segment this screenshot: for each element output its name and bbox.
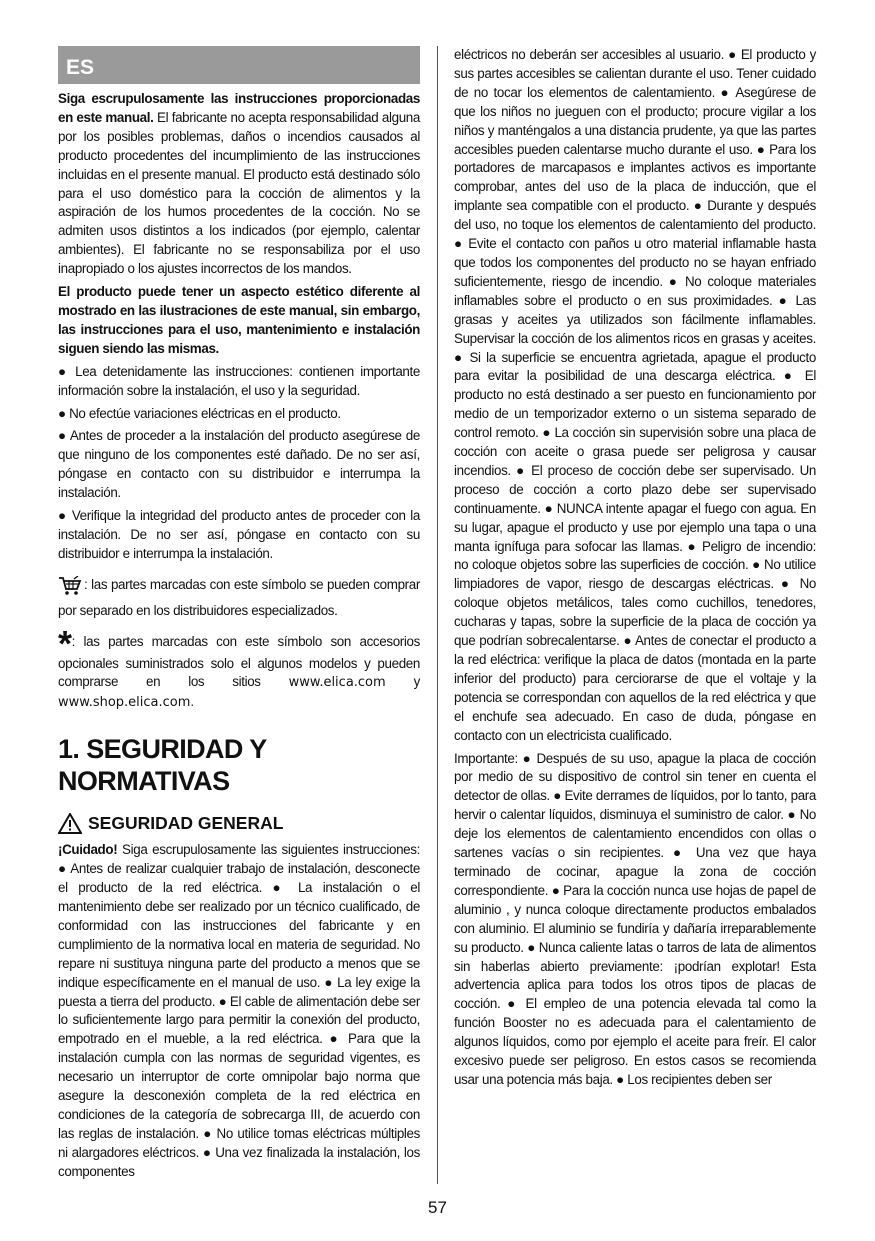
caution-text: Siga escrupulosamente las siguientes instrucciones: ● Antes de realizar cualquier trabajo de instalación, desconecte el producto de la red eléctrica. ● La instalación o el mantenimiento debe ser realizado por un técnico cualificado, de conformidad con las instrucciones del fabricante y en cumplimiento de la normativa local en materia de seguridad. No repare ni sustituya ninguna parte del producto a menos que se indique específicamente en el manual de uso. ● La ley exige la puesta a tierra del producto. ● El cable de alimentación debe ser lo suficientemente largo para permitir la conexión del producto, empotrado en el mueble, a la red eléctrica. ● Para que la instalación cumpla con las normas de seguridad vigentes, es necesario un interruptor de corte omnipolar bajo norma que asegure la desconexión completa de la red eléctrica en condiciones de la categoría de sobrecarga III, de acuerdo con las reglas de instalación. ● No utilice tomas eléctricas múltiples ni alargadores eléctricos. ● Una vez finalizada la instalación, los componentes [58,842,420,1179]
intro-bullet-4: ● Verifique la integridad del producto antes de proceder con la instalación. De no ser así, póngase en contacto con su distribuidor e interrumpa la instalación. [58,508,420,561]
asterisk-note-text: : las partes marcadas con este símbolo son accesorios opcionales suministrados solo el algunos modelos y pueden comprarse en los sitios [58,633,420,690]
language-tag: ES [58,46,420,84]
left-column [58,46,420,1186]
intro-bold-1: Siga escrupulosamente las instrucciones proporcionadas en este manual. [58,91,420,125]
section-subtitle [58,811,420,835]
right-column [454,46,816,1094]
intro-bullet-2: ● No efectúe variaciones eléctricas en el producto. [58,405,341,421]
intro-paragraph-1 [58,90,420,279]
asterisk-icon: * [58,622,72,664]
elica-url: www.elica.com [288,675,386,691]
section-title: 1. SEGURIDAD Y NORMATIVAS [58,734,267,797]
intro-bold-2: El producto puede tener un aspecto estético diferente al mostrado en las ilustraciones de este manual, sin embargo, las instrucciones para el uso, mantenimiento e instalación siguen siendo las mismas. [58,284,420,356]
subtitle-text: SEGURIDAD GENERAL [88,813,284,834]
url-conjunction: y [385,674,420,690]
url-end: . [190,694,194,710]
intro-bullet-1: ● Lea detenidamente las instrucciones: contienen importante información sobre la instalación, el uso y la seguridad. [58,363,420,398]
right-paragraph-1: eléctricos no deberán ser accesibles al usuario. ● El producto y sus partes accesibles se calientan durante el uso. Tener cuidado de no tocar los elementos de calentamiento. ● Asegúrese de que los niños no jueguen con el producto; procure vigilar a los niños y manténgalos a una distancia prudente, ya que las partes accesibles pueden calentarse mucho durante el uso. ● Para los portadores de marcapasos e implantes activos es importante comprobar, antes del uso de la placa de inducción, que el implante sea compatible con el producto. ● Durante y después del uso, no toque los elementos de calentamiento del producto. ● Evite el contacto con paños u otro material inflamable hasta que todos los componentes del producto no se hayan enfriado suficientemente, riesgo de incendio. ● No coloque materiales inflamables sobre el producto o en sus proximidades. ● Las grasas y aceites ya utilizados son fácilmente inflamables. Supervisar la cocción de los alimentos ricos en grasas y aceites. ● Si la superficie se encuentra agrietada, apague el producto para evitar la posibilidad de una descarga eléctrica. ● El producto no está destinado a ser puesto en funcionamiento por medio de un temporizador externo o un sistema separado de control remoto. ● La cocción sin supervisión sobre una placa de cocción con aceite o grasa puede ser peligrosa y causar incendios. ● El proceso de cocción debe ser supervisado. Un proceso de cocción a corto plazo debe ser supervisado continuamente. ● NUNCA intente apagar el fuego con agua. En su lugar, apague el producto y use por ejemplo una tapa o una manta ignífuga para sofocar las llamas. ● Peligro de incendio: no coloque objetos sobre las superficies de cocción. ● No utilice limpiadores de vapor, riesgo de descargas eléctricas. ● No coloque objetos metálicos, tales como cuchillos, tenedores, cucharas y tapas, sobre la superficie de la placa de cocción ya que podrían sobrecalentarse. ● Antes de conectar el producto a la red eléctrica: verifique la placa de datos (montada en la parte inferior del producto) para cerciorarse de que el voltaje y la potencia se correspondan con aquellos de la red eléctrica y que el enchufe sea adecuado. En caso de duda, póngase en contacto con un electricista cualificado. [454,47,816,743]
intro-paragraph-2 [58,283,420,359]
column-divider [437,46,438,1184]
shop-elica-url: www.shop.elica.com [58,695,191,711]
caution-paragraph [58,841,420,1181]
intro-text-1: El fabricante no acepta responsabilidad alguna por los posibles problemas, daños o incendios causados al producto procedentes del incumplimiento de las instrucciones incluidas en el presente manual. El producto está destinado sólo para el uso doméstico para la cocción de alimentos y la aspiración de los humos procedentes de la cocción. No se admiten usos distintos a los indicados (por ejemplo, calentar ambientes). El fabricante no se responsabiliza por el uso inapropiado o los ajustes incorrectos de los mandos. [58,109,420,277]
page-number: 57 [428,1198,447,1217]
asterisk-symbol-note [58,622,420,714]
cart-symbol-note [58,576,420,621]
intro-bullet-3: ● Antes de proceder a la instalación del producto asegúrese de que ninguno de los componentes esté dañado. De no ser así, póngase en contacto con su distribuidor e interrumpa la instalación. [58,428,420,501]
cart-note-text: : las partes marcadas con este símbolo se pueden comprar por separado en los distribuidores especializados. [58,576,420,618]
right-paragraph-2: Importante: ● Después de su uso, apague la placa de cocción por medio de su dispositivo de control sin tener en cuenta el detector de ollas. ● Evite derrames de líquidos, por lo tanto, para hervir o calentar líquidos, disminuya el suministro de calor. ● No deje los elementos de calentamiento encendidos con ollas o sartenes vacías o sin recipientes. ● Una vez que haya terminado de cocinar, apague la zona de cocción correspondiente. ● Para la cocción nunca use hojas de papel de aluminio , y nunca coloque directamente productos embalados con aluminio. El aluminio se fundiría y dañaría irreparablemente su producto. ● Nunca caliente latas o tarros de lata de alimentos sin haberlas abierto previamente: ¡podrían explotar! Esta advertencia aplica para todos los otros tipos de placas de cocción. ● El empleo de una potencia elevada tal como la función Booster no es adecuada para el calentamiento de algunos líquidos, como por ejemplo el aceite para freír. El calor excesivo puede ser peligroso. En estos casos se recomienda usar una potencia más baja. ● Los recipientes deben ser [454,750,816,1087]
caution-label: ¡Cuidado! [58,842,118,858]
warning-icon [58,813,82,834]
shopping-cart-icon [58,576,82,602]
